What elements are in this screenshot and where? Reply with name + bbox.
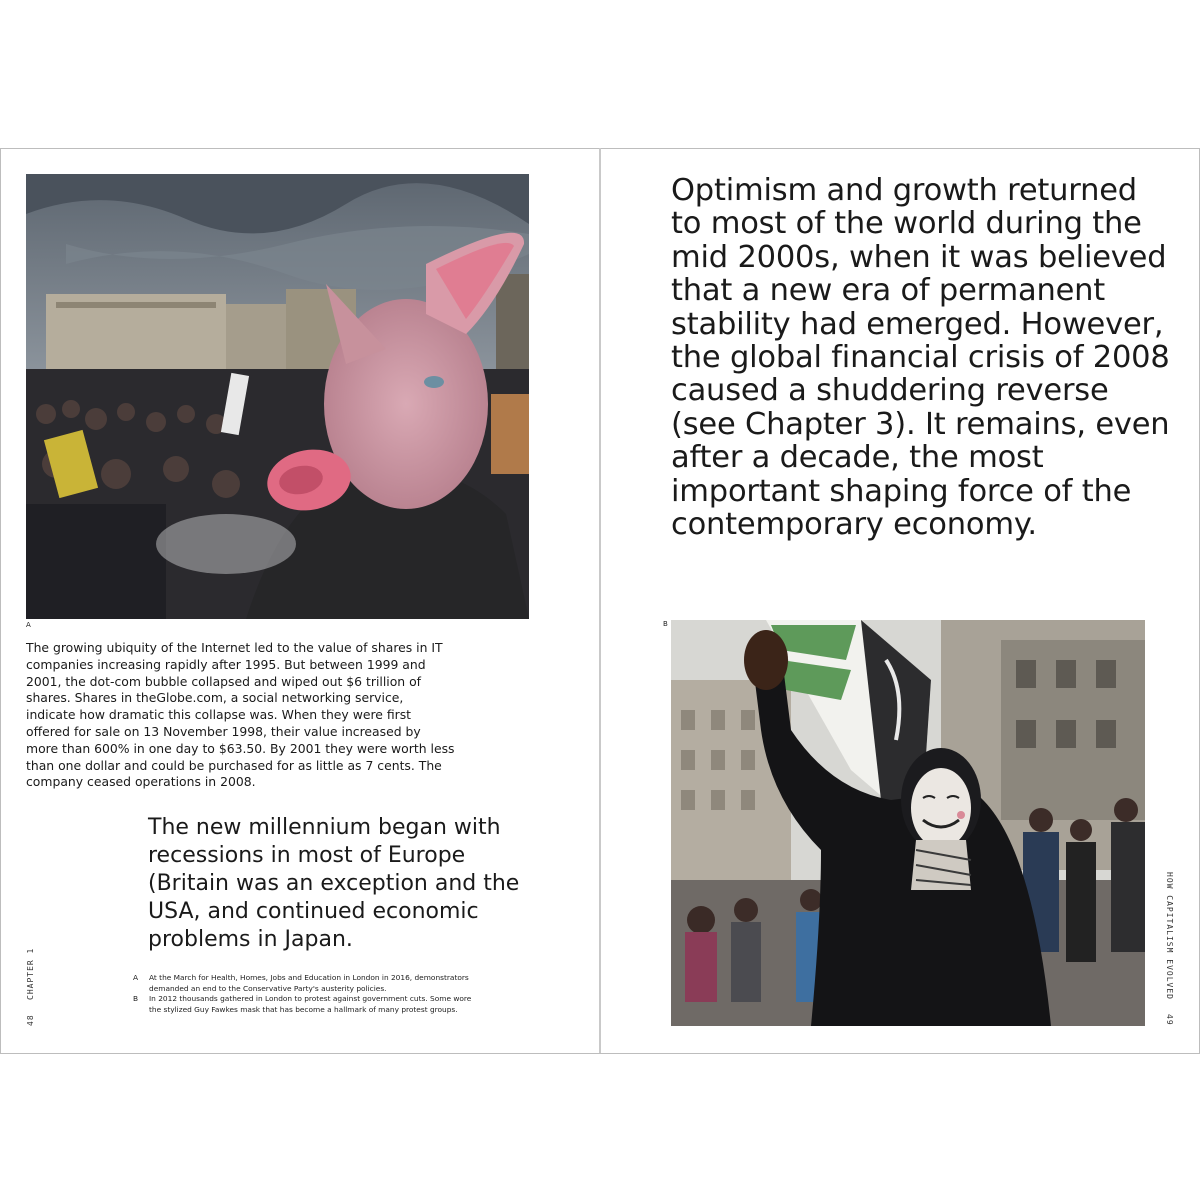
page-number-left: 48 <box>26 1014 35 1026</box>
running-head-right: HOW CAPITALISM EVOLVED <box>1165 872 1174 1000</box>
caption-b <box>133 994 473 1015</box>
body-text: The growing ubiquity of the Internet led to the value of shares in IT companies increasing rapidly after 1995. But between 1999 and 2001, the dot-com bubble collapsed and wiped out $6 trillion of shares. Shares in theGlobe.com, a social networking service, indicate how dramatic this collapse was. When they were first offered for sale on 13 November 1998, their value increased by more than 600% in one day to $63.50. By 2001 they were worth less than one dollar and could be purchased for as little as 7 cents. The company ceased operations in 2008. <box>26 640 455 790</box>
photo-a-label: A <box>26 621 31 629</box>
photo-guy-fawkes-protest <box>671 620 1145 1026</box>
page-edge-left <box>0 148 1 1053</box>
photo-pig-mask-protest <box>26 174 529 619</box>
running-head-left: CHAPTER 1 <box>26 947 35 1000</box>
photo-captions <box>133 973 473 1015</box>
pull-quote-left: The new millennium began with recessions in most of Europe (Britain was an exception and the USA, and continued economic problems in Japan. <box>148 815 520 952</box>
caption-b-text: In 2012 thousands gathered in London to protest against government cuts. Some wore the stylized Guy Fawkes mask that has become a hallmark of many protest groups. <box>149 994 472 1014</box>
page-number-right: 49 <box>1165 1014 1174 1026</box>
caption-b-letter: B <box>133 994 139 1004</box>
caption-a <box>133 973 473 994</box>
pull-quote-right: Optimism and growth returned to most of the world during the mid 2000s, when it was believed that a new era of permanent stability had emerged. However, the global financial crisis of 2008 caused a shuddering reverse (see Chapter 3). It remains, even after a decade, the most important shaping force of the contemporary economy. <box>671 173 1170 543</box>
book-gutter <box>599 148 601 1053</box>
caption-a-letter: A <box>133 973 139 982</box>
caption-a-text: At the March for Health, Homes, Jobs and Education in London in 2016, demonstrators demanded an end to the Conservative Party's austerity policies. <box>149 973 469 993</box>
photo-b-label: B <box>663 620 668 628</box>
